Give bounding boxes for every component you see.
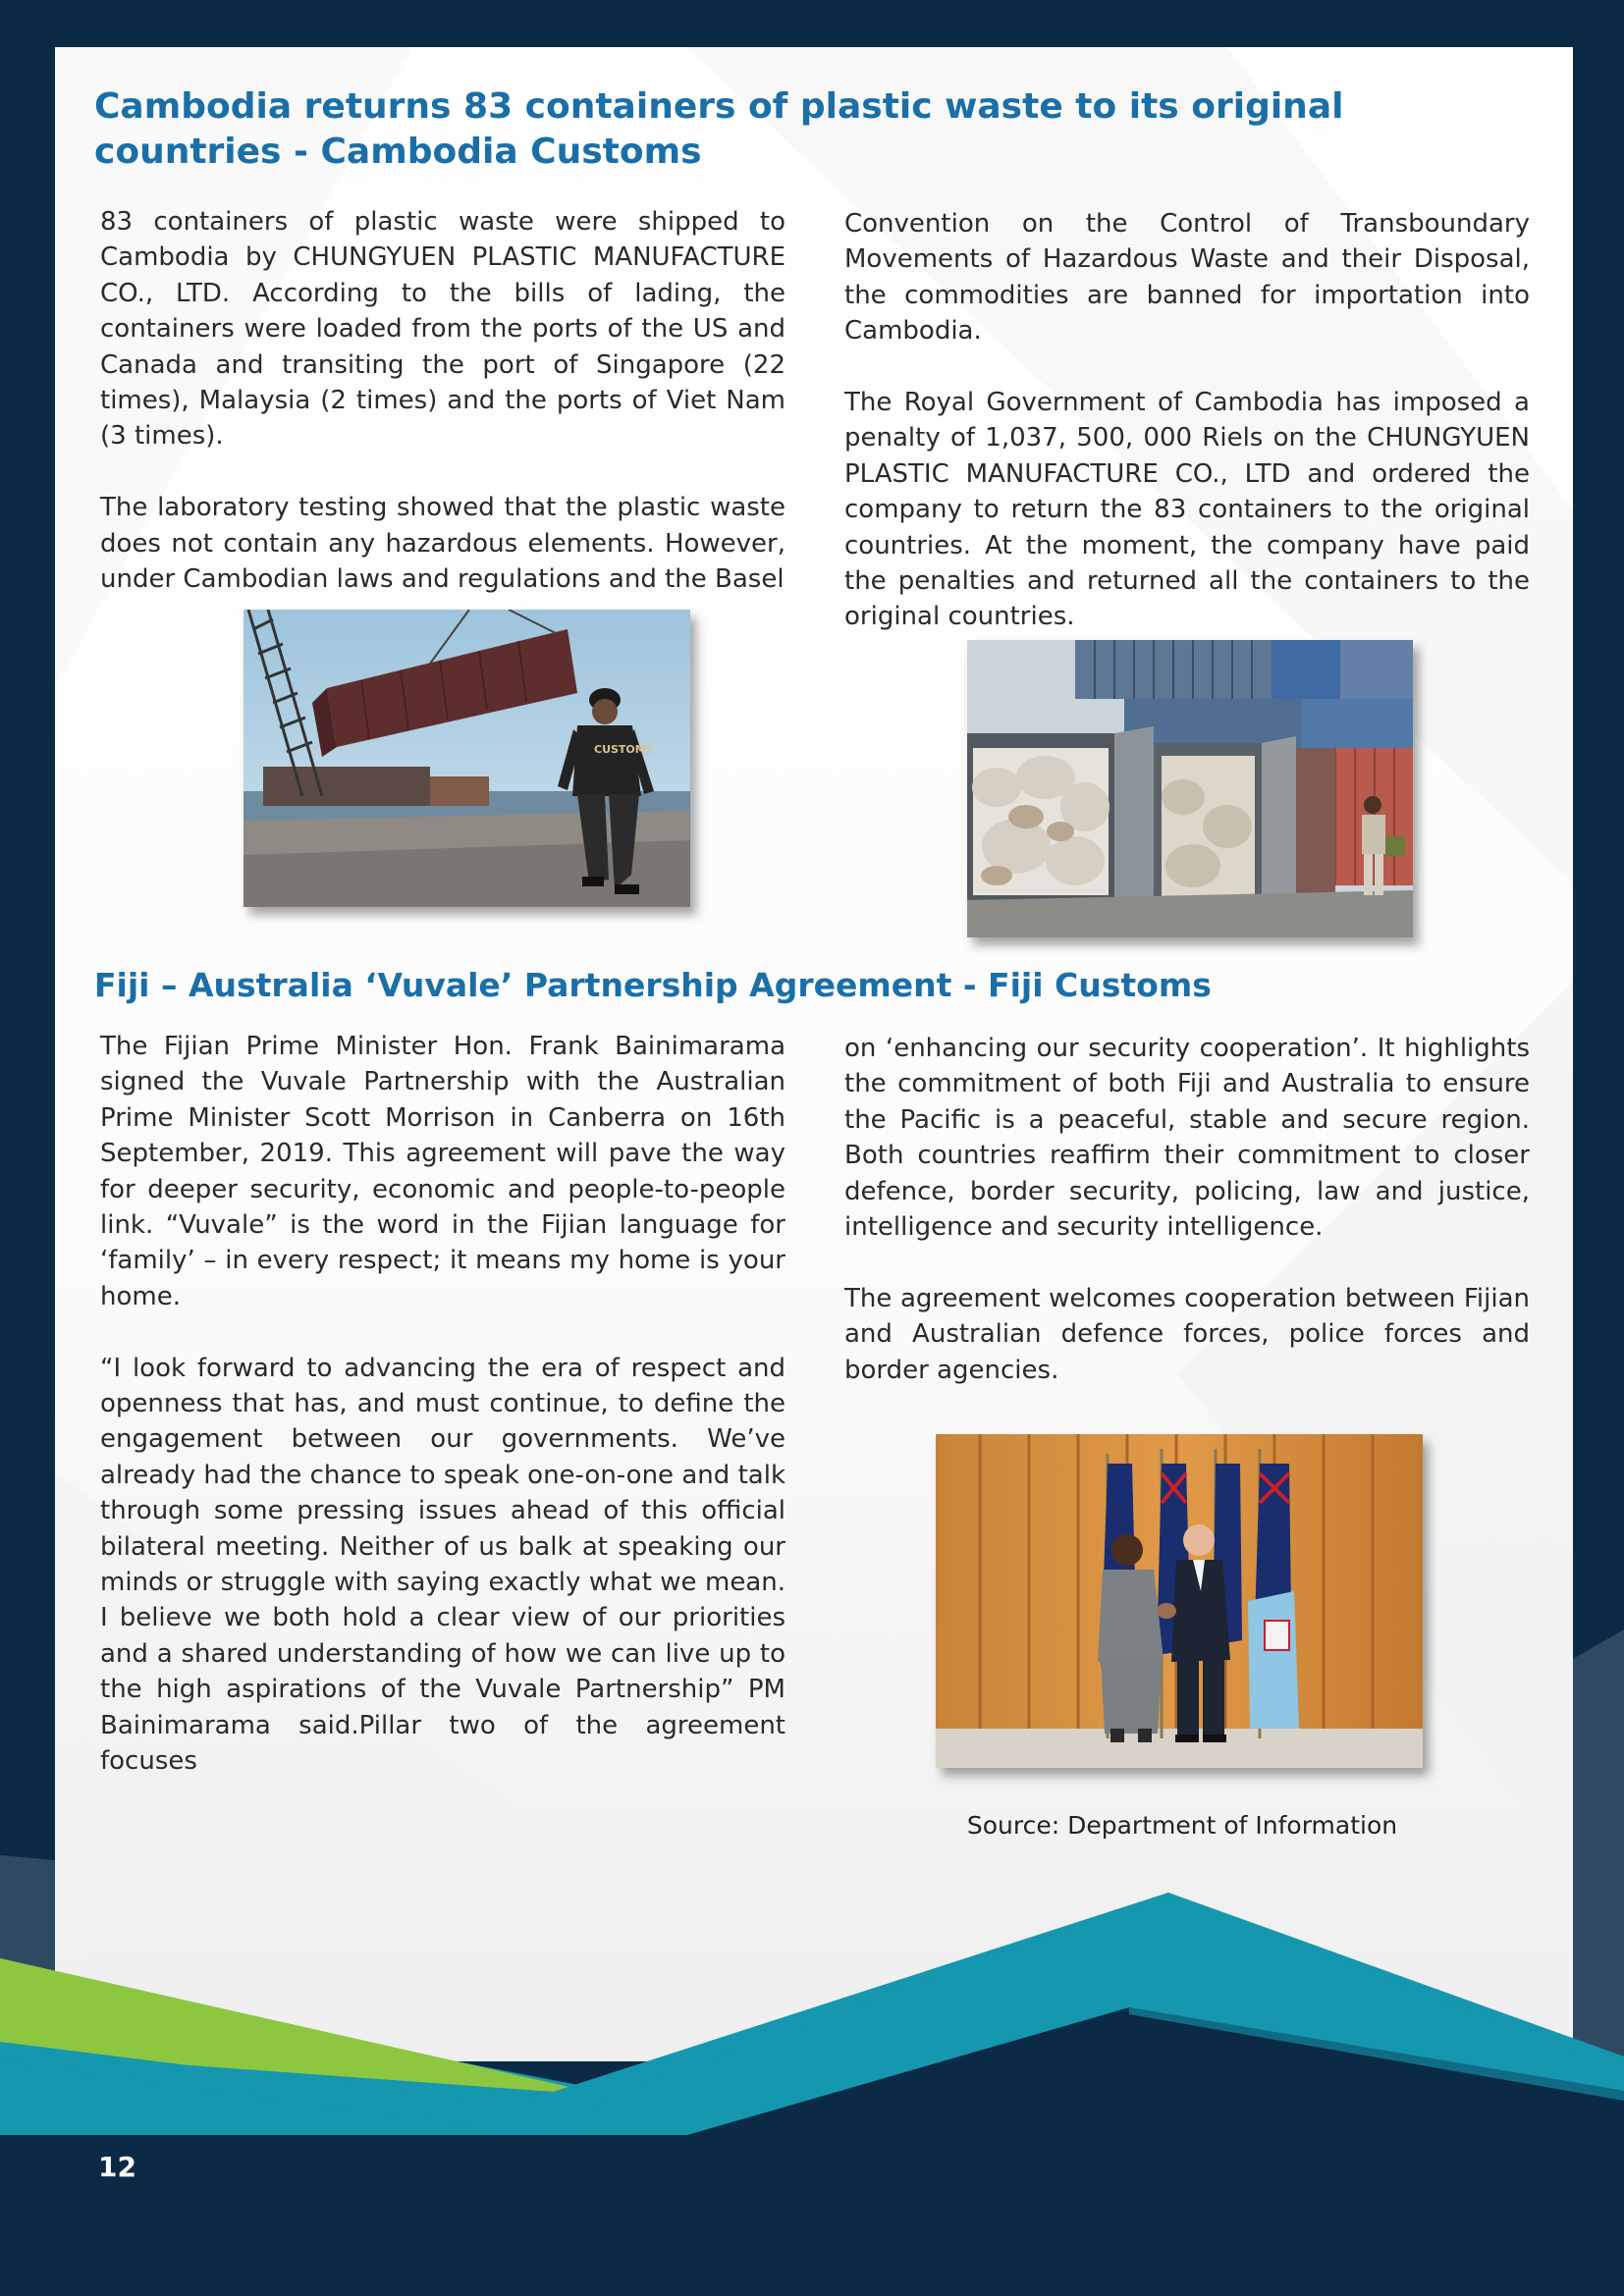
article2-title: Fiji – Australia ‘Vuvale’ Partnership Agreement - Fiji Customs [94,966,1212,1004]
article2-paragraph: The agreement welcomes cooperation between Fijian and Australian defence forces, police forces and border agencies. [844,1283,1530,1385]
photo-source-credit: Source: Department of Information [966,1811,1398,1840]
article1-paragraph: The laboratory testing showed that the plastic waste does not contain any hazardous elements. However, under Cambodian laws and regulations and the Basel [100,493,785,595]
plastic-waste-containers-photo [967,640,1413,937]
article1-left-column [100,204,785,597]
article1-paragraph: The Royal Government of Cambodia has imposed a penalty of 1,037, 500, 000 Riels on the CHUNGYUEN PLASTIC MANUFACTURE CO., LTD and ordered the company to return the 83 containers to the original countries. At the moment, the company have paid the penalties and returned all the containers to the original countries. [844,388,1530,632]
customs-back-text: CUSTOMS [594,743,654,756]
article1-title: Cambodia returns 83 containers of plastic waste to its original countries - Cambodia Customs [94,86,1344,173]
article2-paragraph: “I look forward to advancing the era of respect and openness that has, and must continue, to define the engagement between our governments. We’ve already had the chance to speak one-on-one and talk through some pressing issues ahead of this official bilateral meeting. Neither of us balk at speaking our minds or struggle with saying exactly what we mean. I believe we both hold a clear view of our priorities and a shared understanding of how we can live up to the high aspirations of the Vuvale Partnership” PM Bainimarama said.Pillar two of the agreement focuses [100,1353,785,1777]
article1-paragraph: 83 containers of plastic waste were shipped to Cambodia by CHUNGYUEN PLASTIC MANUFACTURE CO., LTD. According to the bills of lading, the containers were loaded from the ports of the US and Canada and transiting the port of Singapore (22 times), Malaysia (2 times) and the ports of Viet Nam (3 times). [100,207,785,452]
prime-ministers-handshake-photo [936,1434,1423,1768]
customs-officer-container-photo [244,610,690,907]
page-content [55,47,1573,2059]
article2-right-column [844,1031,1530,1388]
article2-paragraph: on ‘enhancing our security cooperation’. It highlights the commitment of both Fiji and Australia to ensure the Pacific is a peaceful, stable and secure region. Both countries reaffirm their commitment to closer defence, border security, policing, law and justice, intelligence and security intelligence. [844,1034,1530,1243]
page-number: 12 [98,2151,136,2183]
article2-paragraph: The Fijian Prime Minister Hon. Frank Bainimarama signed the Vuvale Partnership with the Australian Prime Minister Scott Morrison in Canberra on 16th September, 2019. This agreement will pave the way for deeper security, economic and people-to-people link. “Vuvale” is the word in the Fijian language for ‘family’ – in every respect; it means my home is your home. [100,1032,785,1311]
article1-paragraph: Convention on the Control of Transboundary Movements of Hazardous Waste and their Disposal, the commodities are banned for importation into Cambodia. [844,209,1530,347]
article2-left-column [100,1029,785,1780]
article1-right-column [844,206,1530,635]
